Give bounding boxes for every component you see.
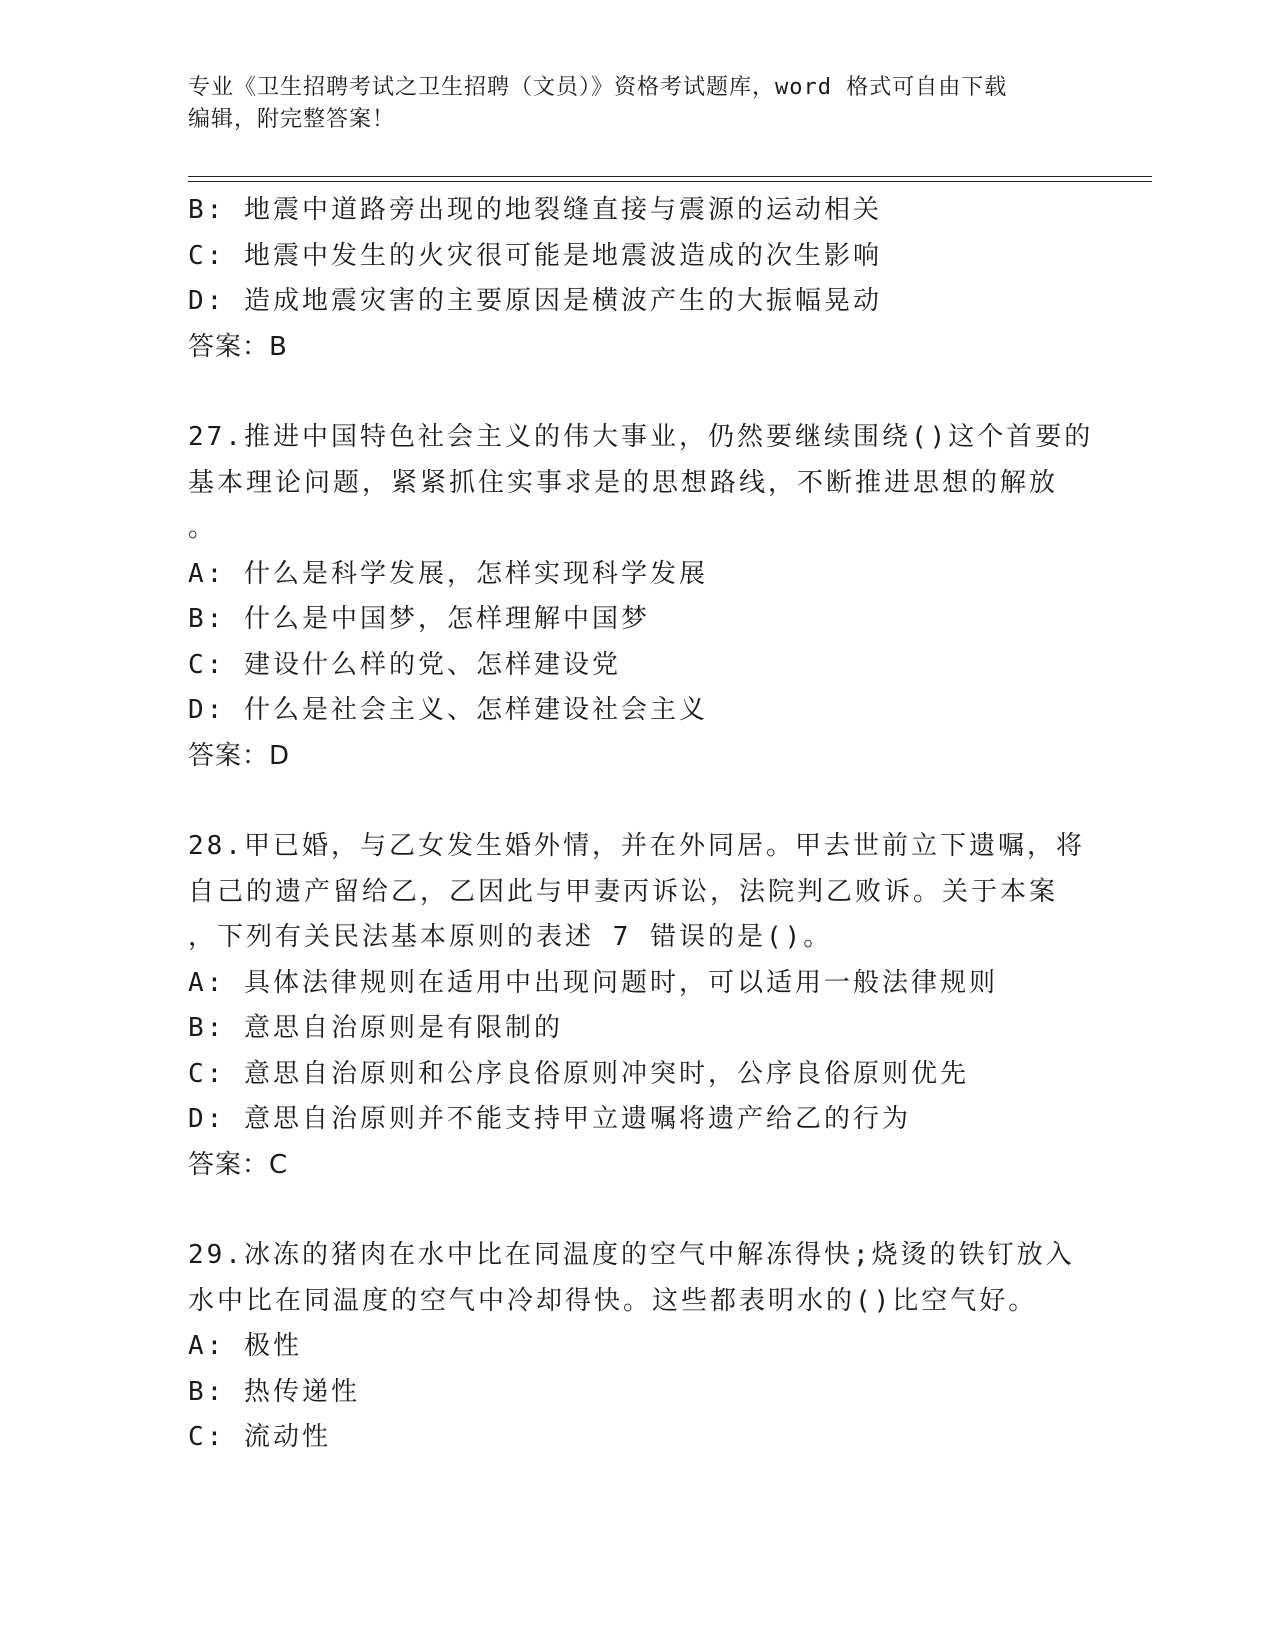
header-divider-top <box>188 176 1152 177</box>
header-divider-bottom <box>188 181 1152 182</box>
option-d: D: 什么是社会主义、怎样建设社会主义 <box>188 695 708 725</box>
question-stem-line: 自己的遗产留给乙，乙因此与甲妻丙诉讼，法院判乙败诉。关于本案 <box>188 876 1059 907</box>
header-line-1: 专业《卫生招聘考试之卫生招聘（文员）》资格考试题库，word 格式可自由下载 <box>188 75 1008 100</box>
question-stem-line: 28.甲已婚，与乙女发生婚外情，并在外同居。甲去世前立下遗嘱，将 <box>188 831 1085 861</box>
answer: 答案：C <box>188 1149 289 1180</box>
header-line-2: 编辑，附完整答案！ <box>188 107 396 132</box>
option-a: A: 极性 <box>188 1331 302 1361</box>
option-c: C: 建设什么样的党、怎样建设党 <box>188 649 621 680</box>
document-header <box>188 72 1068 136</box>
option-c: C: 流动性 <box>188 1422 331 1452</box>
question-26 <box>188 188 1088 370</box>
document-body <box>188 188 1094 1461</box>
option-b: B: 什么是中国梦，怎样理解中国梦 <box>188 604 650 634</box>
question-stem-line: 。 <box>188 513 218 543</box>
question-stem-line: 基本理论问题，紧紧抓住实事求是的思想路线，不断推进思想的解放 <box>188 467 1059 498</box>
question-27 <box>188 415 1094 779</box>
question-stem-line: ，下列有关民法基本原则的表述 7 错误的是()。 <box>188 922 833 952</box>
question-29 <box>188 1233 1088 1461</box>
option-d: D: 意思自治原则并不能支持甲立遗嘱将遗产给乙的行为 <box>188 1104 911 1134</box>
option-b: B: 意思自治原则是有限制的 <box>188 1013 563 1043</box>
question-28 <box>188 824 1088 1188</box>
option-d: D: 造成地震灾害的主要原因是横波产生的大振幅晃动 <box>188 286 882 316</box>
question-stem-line: 27.推进中国特色社会主义的伟大事业，仍然要继续围绕()这个首要的 <box>188 422 1094 452</box>
question-stem-line: 水中比在同温度的空气中冷却得快。这些都表明水的()比空气好。 <box>188 1285 1038 1316</box>
answer: 答案：B <box>188 331 288 362</box>
answer: 答案：D <box>188 740 291 771</box>
option-c: C: 意思自治原则和公序良俗原则冲突时，公序良俗原则优先 <box>188 1058 969 1089</box>
option-b: B: 热传递性 <box>188 1376 360 1407</box>
option-c: C: 地震中发生的火灾很可能是地震波造成的次生影响 <box>188 240 882 271</box>
option-a: A: 具体法律规则在适用中出现问题时，可以适用一般法律规则 <box>188 967 998 998</box>
option-a: A: 什么是科学发展，怎样实现科学发展 <box>188 558 708 589</box>
option-b: B: 地震中道路旁出现的地裂缝直接与震源的运动相关 <box>188 195 882 225</box>
question-stem-line: 29.冰冻的猪肉在水中比在同温度的空气中解冻得快;烧烫的铁钉放入 <box>188 1240 1075 1270</box>
